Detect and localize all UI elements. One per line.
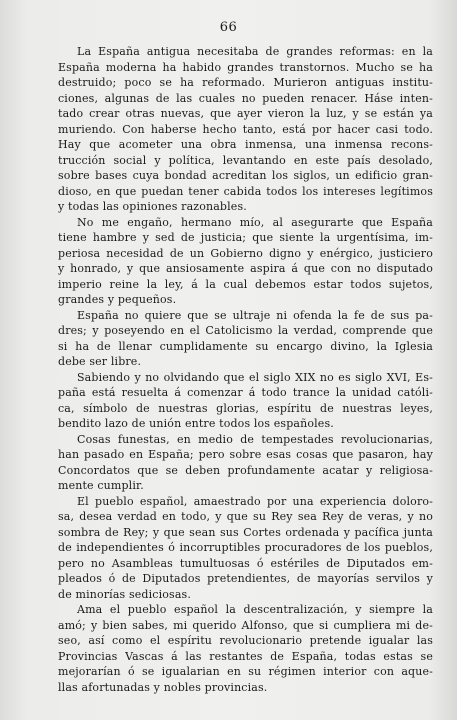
text-line: mente cumplir. xyxy=(58,479,144,492)
text-line: destruido; poco se ha reformado. Murieron antiguas institu- xyxy=(58,76,433,89)
text-line: si ha de llenar cumplidamente su encargo divino, la Iglesia xyxy=(58,339,433,353)
text-line: mejorarían ó se igualarian en su régimen interior con aque- xyxy=(58,665,433,678)
page-number: 66 xyxy=(219,20,238,35)
text-line: Hay que acometer una obra inmensa, una inmensa recons- xyxy=(58,138,433,151)
text-line: pleados ó de Diputados pretendientes, de mayorías servilos y xyxy=(58,572,433,585)
paragraph xyxy=(58,432,433,494)
text-line: El pueblo español, amaestrado por una experiencia doloro- xyxy=(77,494,433,508)
text-line: España moderna ha habido grandes transtornos. Mucho se ha xyxy=(58,60,433,74)
text-line: ca, símbolo de nuestras glorias, espíritu de nuestras leyes, xyxy=(58,401,433,415)
text-line: bendito lazo de unión entre todos los españoles. xyxy=(58,417,334,430)
text-line: muriendo. Con haberse hecho tanto, está por hacer casi todo. xyxy=(58,122,433,136)
text-line: Sabiendo y no olvidando que el siglo XIX no es siglo XVI, Es- xyxy=(77,370,433,384)
text-line: Ama el pueblo español la descentralización, y siempre la xyxy=(77,603,433,616)
text-line: seo, así como el espíritu revolucionario pretende igualar las xyxy=(58,634,433,647)
paragraph xyxy=(58,44,433,215)
text-line: de independientes ó incorruptibles procuradores de los pueblos, xyxy=(58,541,433,554)
text-line: periosa necesidad de un Gobierno digno y enérgico, justiciero xyxy=(58,246,433,260)
text-line: debe ser libre. xyxy=(58,355,142,368)
paragraph xyxy=(58,370,433,432)
text-line: sombra de Rey; y que sean sus Cortes ordenada y pacífica junta xyxy=(58,525,433,539)
text-line: y honrado, y que ansiosamente aspira á que con no disputado xyxy=(58,262,433,275)
text-line: imperio reine la ley, á la cual debemos estar todos sujetos, xyxy=(58,277,433,291)
text-line: España no quiere que se ultraje ni ofenda la fe de sus pa- xyxy=(77,308,433,322)
paragraph xyxy=(58,602,433,695)
text-line: tiene hambre y sed de justicia; que siente la urgentísima, im- xyxy=(58,231,433,244)
text-line: dres; y poseyendo en el Catolicismo la verdad, comprende que xyxy=(58,324,433,337)
text-line: trucción social y política, levantando en este país desolado, xyxy=(58,153,433,167)
text-line: y todas las opiniones razonables. xyxy=(58,200,247,213)
text-line: La España antigua necesitaba de grandes reformas: en la xyxy=(77,45,433,58)
text-line: han pasado en España; pero sobre esas cosas que pasaron, hay xyxy=(58,448,433,461)
text-line: grandes y pequeños. xyxy=(58,293,177,306)
text-line: pero no Asambleas tumultuosas ó estériles de Diputados em- xyxy=(58,556,433,570)
paragraph xyxy=(58,308,433,370)
body-text xyxy=(58,44,433,695)
text-line: Provincias Vascas á las restantes de España, todas estas se xyxy=(58,649,433,663)
text-line: sa, desea verdad en todo, y que su Rey sea Rey de veras, y no xyxy=(58,510,433,523)
paragraph xyxy=(58,215,433,308)
text-line: de minorías sediciosas. xyxy=(58,587,191,601)
text-line: tado crear otras nuevas, que ayer vieron la luz, y se están ya xyxy=(58,107,433,120)
text-line: paña está resuelta á comenzar á todo trance la unidad católi- xyxy=(58,386,433,399)
paragraph xyxy=(58,494,433,603)
text-line: Concordatos que se deben profundamente acatar y religiosa- xyxy=(58,463,433,477)
text-line: dioso, en que puedan tener cabida todos los intereses legítimos xyxy=(58,184,433,198)
text-line: llas afortunadas y nobles provincias. xyxy=(58,680,268,694)
text-line: ciones, algunas de las cuales no pueden renacer. Háse inten- xyxy=(58,91,433,105)
text-line: Cosas funestas, en medio de tempestades revolucionarias, xyxy=(77,432,433,446)
text-line: amó; y bien sabes, mi querido Alfonso, que si cumpliera mi de- xyxy=(58,618,433,632)
text-line: sobre bases cuya bondad acreditan los siglos, un edificio gran- xyxy=(58,169,433,182)
text-line: No me engaño, hermano mío, al asegurarte que España xyxy=(77,215,433,229)
